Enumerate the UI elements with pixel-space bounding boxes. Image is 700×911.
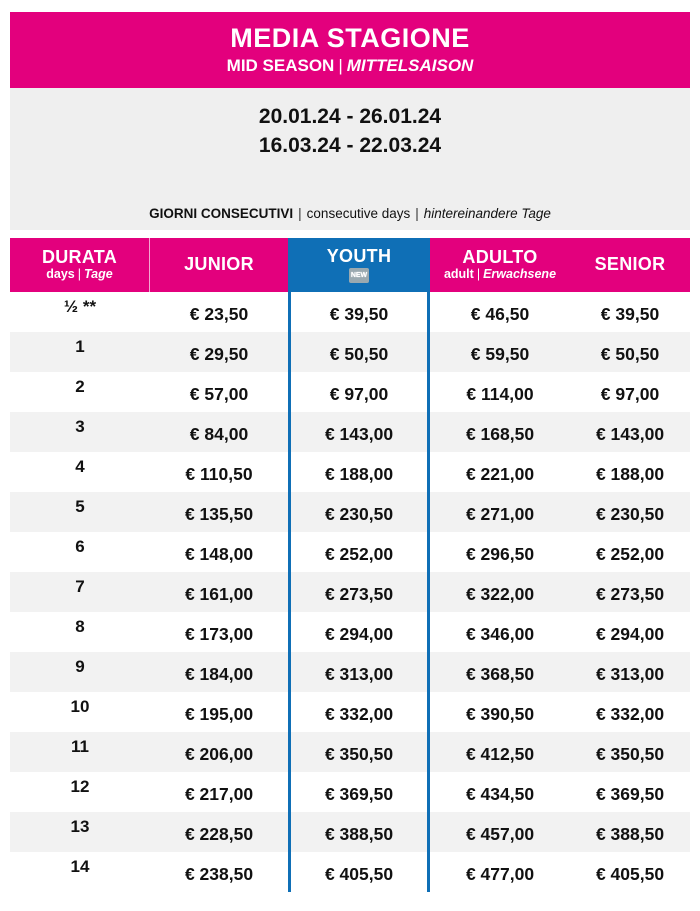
- duration-cell: 8: [75, 617, 85, 636]
- consecutive-separator-1: |: [298, 206, 302, 221]
- senior-label: SENIOR: [594, 254, 666, 275]
- adulto-price-cell: € 296,50: [465, 543, 535, 564]
- table-row: [10, 692, 690, 732]
- duration-cell: 3: [75, 417, 85, 436]
- table-row: [10, 452, 690, 492]
- senior-price-cell: € 230,50: [595, 503, 665, 524]
- duration-cell: 1: [75, 337, 85, 356]
- senior-price-cell: € 388,50: [595, 823, 665, 844]
- adulto-price-cell: € 46,50: [470, 303, 530, 324]
- period-date-range-1: 20.01.24 - 26.01.24: [258, 105, 442, 128]
- junior-label: JUNIOR: [184, 254, 254, 275]
- durata-sub-separator: |: [77, 267, 82, 282]
- duration-cell: 7: [75, 577, 85, 596]
- junior-price-cell: € 206,00: [184, 743, 254, 764]
- youth-price-cell: € 369,50: [288, 772, 430, 812]
- youth-price-cell: € 39,50: [288, 292, 430, 332]
- junior-price-cell: € 110,50: [185, 463, 253, 484]
- adulto-sub-en: adult: [443, 267, 474, 282]
- duration-cell: 12: [70, 777, 90, 796]
- youth-price-cell: € 97,00: [288, 372, 430, 412]
- season-subtitle: [227, 56, 474, 76]
- youth-price-cell: € 273,50: [288, 572, 430, 612]
- durata-label: DURATA: [41, 246, 118, 267]
- adulto-price-cell: € 346,00: [465, 623, 535, 644]
- youth-price-cell: € 230,50: [288, 492, 430, 532]
- senior-price-cell: € 405,50: [595, 863, 665, 884]
- senior-price-cell: € 50,50: [600, 343, 660, 364]
- adulto-price-cell: € 368,50: [465, 663, 535, 684]
- adulto-price-cell: € 412,50: [465, 743, 535, 764]
- season-title: MEDIA STAGIONE: [230, 23, 470, 54]
- table-row: [10, 852, 690, 892]
- senior-price-cell: € 313,00: [595, 663, 665, 684]
- duration-cell: 6: [75, 537, 85, 556]
- senior-price-cell: € 332,00: [595, 703, 665, 724]
- table-row: [10, 372, 690, 412]
- table-row: [10, 412, 690, 452]
- duration-cell: 4: [75, 457, 85, 476]
- season-banner: [10, 12, 690, 88]
- youth-price-cell: € 50,50: [288, 332, 430, 372]
- table-row: [10, 572, 690, 612]
- column-header-adulto: [430, 238, 570, 292]
- consecutive-label-it: GIORNI CONSECUTIVI: [149, 206, 294, 221]
- season-subtitle-en: MID SEASON: [226, 55, 335, 75]
- table-body: [10, 292, 690, 892]
- junior-price-cell: € 217,00: [184, 783, 254, 804]
- youth-price-cell: € 294,00: [288, 612, 430, 652]
- junior-price-cell: € 228,50: [184, 823, 254, 844]
- adulto-price-cell: € 457,00: [465, 823, 535, 844]
- adulto-sublabel: [444, 267, 556, 282]
- table-row: [10, 732, 690, 772]
- senior-price-cell: € 273,50: [595, 583, 665, 604]
- consecutive-days-note: [10, 206, 690, 221]
- consecutive-separator-2: |: [415, 206, 419, 221]
- subtitle-separator: |: [338, 55, 343, 75]
- adulto-price-cell: € 59,50: [470, 343, 530, 364]
- adulto-price-cell: € 434,50: [465, 783, 535, 804]
- adulto-price-cell: € 271,00: [465, 503, 535, 524]
- youth-label: YOUTH: [326, 245, 392, 266]
- season-subtitle-de: MITTELSAISON: [346, 55, 474, 75]
- adulto-price-cell: € 168,50: [465, 423, 535, 444]
- duration-cell: 14: [70, 857, 90, 876]
- duration-cell: 10: [70, 697, 90, 716]
- period-section: [10, 88, 690, 230]
- column-header-senior: [570, 238, 690, 292]
- youth-price-cell: € 143,00: [288, 412, 430, 452]
- durata-sub-en: days: [46, 267, 75, 282]
- period-dates: [10, 88, 690, 161]
- table-row: [10, 812, 690, 852]
- junior-price-cell: € 84,00: [189, 423, 249, 444]
- youth-price-cell: € 332,00: [288, 692, 430, 732]
- consecutive-label-en: consecutive days: [306, 206, 411, 221]
- durata-sublabel: [46, 267, 112, 282]
- period-date-range-2: 16.03.24 - 22.03.24: [258, 134, 442, 158]
- duration-cell: 5: [75, 497, 85, 516]
- table-row: [10, 532, 690, 572]
- duration-cell: 11: [71, 737, 89, 756]
- senior-price-cell: € 143,00: [595, 423, 665, 444]
- table-row: [10, 772, 690, 812]
- junior-price-cell: € 23,50: [189, 303, 249, 324]
- table-row: [10, 292, 690, 332]
- column-header-youth: [288, 238, 430, 292]
- junior-price-cell: € 148,00: [184, 543, 254, 564]
- junior-price-cell: € 173,00: [184, 623, 254, 644]
- senior-price-cell: € 350,50: [595, 743, 665, 764]
- price-table-header: [10, 238, 690, 292]
- adulto-sub-de: Erwachsene: [483, 267, 557, 282]
- adulto-label: ADULTO: [462, 246, 538, 267]
- youth-price-cell: € 188,00: [288, 452, 430, 492]
- table-row: [10, 332, 690, 372]
- senior-price-cell: € 294,00: [595, 623, 665, 644]
- column-header-junior: [150, 238, 288, 292]
- consecutive-label-de: hintereinandere Tage: [423, 206, 551, 221]
- junior-price-cell: € 238,50: [184, 863, 254, 884]
- junior-price-cell: € 29,50: [189, 343, 249, 364]
- table-row: [10, 492, 690, 532]
- junior-price-cell: € 161,00: [184, 583, 254, 604]
- durata-sub-de: Tage: [84, 267, 113, 282]
- table-row: [10, 612, 690, 652]
- junior-price-cell: € 135,50: [184, 503, 254, 524]
- adulto-price-cell: € 390,50: [465, 703, 535, 724]
- table-row: [10, 652, 690, 692]
- column-header-durata: [10, 238, 150, 292]
- duration-cell: 13: [70, 817, 90, 836]
- youth-price-cell: € 350,50: [288, 732, 430, 772]
- youth-price-cell: € 252,00: [288, 532, 430, 572]
- senior-price-cell: € 252,00: [595, 543, 665, 564]
- adulto-price-cell: € 322,00: [465, 583, 535, 604]
- duration-cell: 2: [75, 377, 85, 396]
- senior-price-cell: € 188,00: [595, 463, 665, 484]
- senior-price-cell: € 39,50: [600, 303, 660, 324]
- senior-price-cell: € 97,00: [600, 383, 660, 404]
- duration-cell: 9: [75, 657, 85, 676]
- youth-price-cell: € 313,00: [288, 652, 430, 692]
- adulto-price-cell: € 477,00: [465, 863, 535, 884]
- adulto-price-cell: € 114,00: [466, 383, 534, 404]
- youth-price-cell: € 388,50: [288, 812, 430, 852]
- junior-price-cell: € 57,00: [189, 383, 249, 404]
- senior-price-cell: € 369,50: [595, 783, 665, 804]
- duration-cell: ½ **: [63, 297, 97, 316]
- junior-price-cell: € 195,00: [184, 703, 254, 724]
- adulto-price-cell: € 221,00: [465, 463, 535, 484]
- junior-price-cell: € 184,00: [184, 663, 254, 684]
- adulto-sub-separator: |: [476, 267, 481, 282]
- new-badge: NEW: [349, 268, 369, 283]
- youth-price-cell: € 405,50: [288, 852, 430, 892]
